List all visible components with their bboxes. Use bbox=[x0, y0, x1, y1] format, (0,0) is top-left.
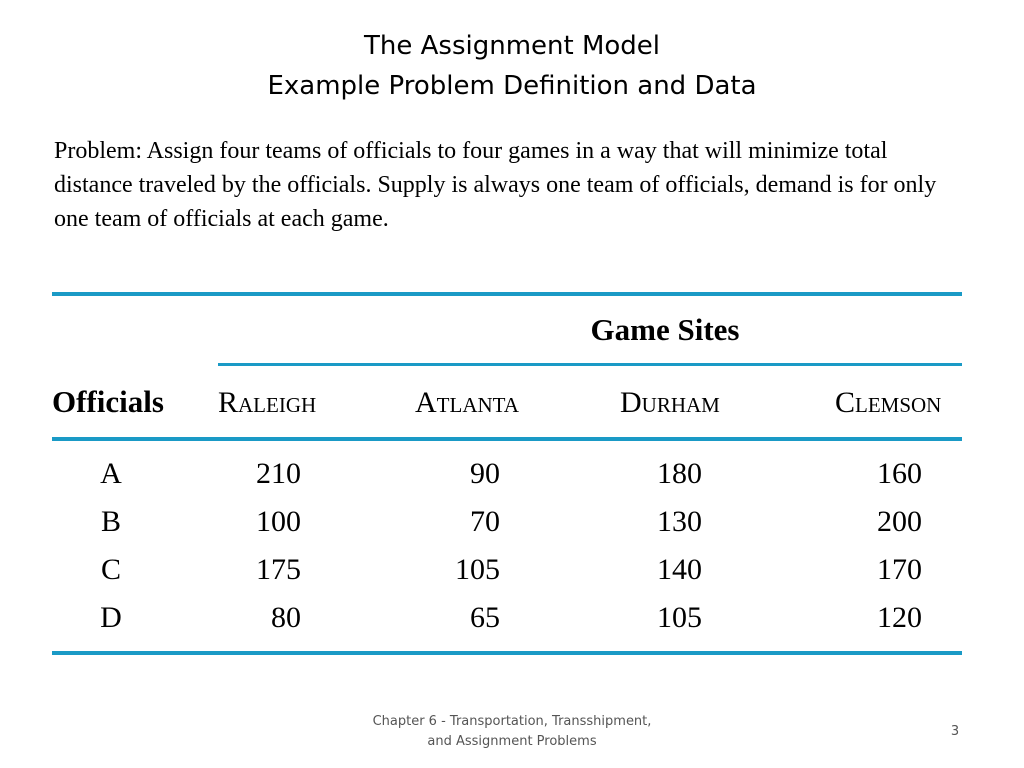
table-cell: 210 bbox=[256, 457, 301, 490]
table-cell: 105 bbox=[455, 553, 500, 586]
officials-header: Officials bbox=[52, 384, 164, 419]
table-cell: 175 bbox=[256, 553, 301, 586]
table-cell: 70 bbox=[470, 505, 500, 538]
game-sites-underline bbox=[218, 363, 962, 366]
table-cell: 105 bbox=[657, 601, 702, 634]
table-cell: 130 bbox=[657, 505, 702, 538]
footer-line-2: and Assignment Problems bbox=[427, 734, 597, 749]
slide-title bbox=[0, 26, 1024, 106]
table-cell: 180 bbox=[657, 457, 702, 490]
game-sites-header: Game Sites bbox=[590, 312, 740, 347]
table-bottom-rule bbox=[52, 651, 962, 655]
table-cell: 65 bbox=[470, 601, 500, 634]
row-label-a: A bbox=[100, 457, 122, 490]
row-label-d: D bbox=[100, 601, 122, 634]
column-header-durham: Durham bbox=[620, 386, 720, 419]
column-header-raleigh: Raleigh bbox=[218, 386, 317, 419]
header-bottom-rule bbox=[52, 437, 962, 441]
table-cell: 160 bbox=[877, 457, 922, 490]
page-number: 3 bbox=[950, 724, 960, 739]
table-cell: 200 bbox=[877, 505, 922, 538]
table-cell: 120 bbox=[877, 601, 922, 634]
table-cell: 140 bbox=[657, 553, 702, 586]
table-cell: 80 bbox=[271, 601, 301, 634]
row-label-b: B bbox=[100, 505, 121, 538]
column-header-atlanta: Atlanta bbox=[415, 386, 519, 419]
problem-statement: Problem: Assign four teams of officials to four games in a way that will minimize total distance traveled by the officials. Supply is always one team of officials, demand is for only one team of officials at each game. bbox=[54, 138, 937, 232]
table-top-rule bbox=[52, 292, 962, 296]
row-label-c: C bbox=[100, 553, 121, 586]
table-cell: 90 bbox=[470, 457, 500, 490]
slide-title-line-1: The Assignment Model bbox=[363, 31, 661, 61]
column-header-clemson: Clemson bbox=[835, 386, 942, 419]
slide-footer bbox=[312, 712, 712, 752]
slide-title-line-2: Example Problem Definition and Data bbox=[267, 71, 757, 101]
table-cell: 170 bbox=[877, 553, 922, 586]
table-cell: 100 bbox=[256, 505, 301, 538]
footer-line-1: Chapter 6 - Transportation, Transshipment, bbox=[372, 714, 652, 729]
